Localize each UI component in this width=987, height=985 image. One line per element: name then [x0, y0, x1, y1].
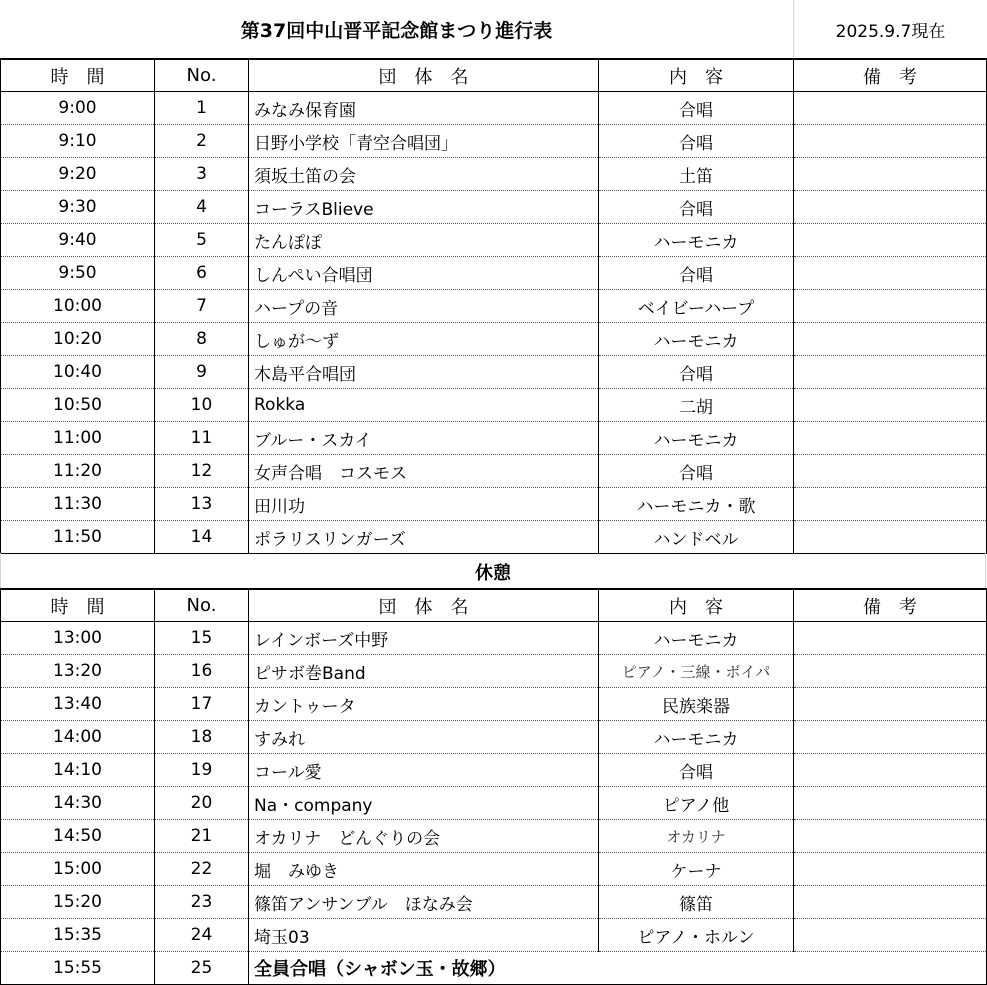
remarks-cell	[794, 886, 987, 919]
number-cell: 22	[155, 853, 249, 886]
group-name-cell: みなみ保育園	[249, 92, 599, 125]
number-cell: 21	[155, 820, 249, 853]
content-cell: 篠笛	[599, 886, 794, 919]
remarks-cell	[794, 853, 987, 886]
number-cell: 25	[155, 952, 249, 985]
remarks-cell	[794, 191, 987, 224]
time-cell: 10:50	[1, 389, 155, 422]
remarks-cell	[794, 919, 987, 952]
finale-group-cell: 全員合唱（シャボン玉・故郷）	[249, 952, 987, 985]
content-cell: ハーモニカ	[599, 422, 794, 455]
remarks-cell	[794, 488, 987, 521]
group-name-cell: コーラスBlieve	[249, 191, 599, 224]
group-name-cell: 日野小学校「青空合唱団」	[249, 125, 599, 158]
table-row	[1, 389, 987, 422]
table-row	[1, 721, 987, 754]
remarks-cell	[794, 655, 987, 688]
time-cell: 11:30	[1, 488, 155, 521]
time-cell: 9:00	[1, 92, 155, 125]
table-row	[1, 455, 987, 488]
table-row	[1, 521, 987, 554]
remarks-cell	[794, 92, 987, 125]
number-cell: 6	[155, 257, 249, 290]
number-cell: 17	[155, 688, 249, 721]
table-row	[1, 688, 987, 721]
header-no: No.	[155, 59, 249, 92]
header-content: 内 容	[599, 59, 794, 92]
page-title: 第37回中山晋平記念館まつり進行表	[240, 19, 553, 42]
remarks-cell	[794, 455, 987, 488]
number-cell: 1	[155, 92, 249, 125]
content-cell: ハーモニカ	[599, 224, 794, 257]
group-name-cell: ピサボ巻Band	[249, 655, 599, 688]
content-cell: 合唱	[599, 257, 794, 290]
content-cell: ベイビーハープ	[599, 290, 794, 323]
number-cell: 14	[155, 521, 249, 554]
remarks-cell	[794, 356, 987, 389]
remarks-cell	[794, 125, 987, 158]
remarks-cell	[794, 389, 987, 422]
remarks-cell	[794, 688, 987, 721]
number-cell: 20	[155, 787, 249, 820]
number-cell: 3	[155, 158, 249, 191]
table-header-row	[1, 59, 987, 92]
afternoon-schedule-table	[0, 588, 987, 985]
remarks-cell	[794, 257, 987, 290]
table-row	[1, 356, 987, 389]
break-label: 休憩	[0, 553, 986, 590]
title-row	[0, 0, 987, 58]
content-cell: ハーモニカ	[599, 721, 794, 754]
table-row	[1, 787, 987, 820]
number-cell: 2	[155, 125, 249, 158]
table-row	[1, 290, 987, 323]
content-cell: 合唱	[599, 92, 794, 125]
time-cell: 15:55	[1, 952, 155, 985]
header-no: No.	[155, 589, 249, 622]
number-cell: 15	[155, 622, 249, 655]
remarks-cell	[794, 323, 987, 356]
content-cell: ケーナ	[599, 853, 794, 886]
content-cell: ハンドベル	[599, 521, 794, 554]
time-cell: 14:00	[1, 721, 155, 754]
header-remarks: 備 考	[794, 589, 987, 622]
group-name-cell: オカリナ どんぐりの会	[249, 820, 599, 853]
group-name-cell: 女声合唱 コスモス	[249, 455, 599, 488]
time-cell: 11:20	[1, 455, 155, 488]
group-name-cell: コール愛	[249, 754, 599, 787]
group-name-cell: しゅが～ず	[249, 323, 599, 356]
table-row	[1, 422, 987, 455]
time-cell: 11:50	[1, 521, 155, 554]
header-time: 時 間	[1, 589, 155, 622]
table-row	[1, 125, 987, 158]
time-cell: 15:20	[1, 886, 155, 919]
remarks-cell	[794, 158, 987, 191]
table-row	[1, 488, 987, 521]
group-name-cell: Rokka	[249, 389, 599, 422]
number-cell: 7	[155, 290, 249, 323]
time-cell: 13:20	[1, 655, 155, 688]
number-cell: 8	[155, 323, 249, 356]
number-cell: 12	[155, 455, 249, 488]
group-name-cell: ポラリスリンガーズ	[249, 521, 599, 554]
table-row	[1, 853, 987, 886]
group-name-cell: すみれ	[249, 721, 599, 754]
remarks-cell	[794, 721, 987, 754]
header-group: 団 体 名	[249, 59, 599, 92]
number-cell: 23	[155, 886, 249, 919]
remarks-cell	[794, 622, 987, 655]
group-name-cell: 須坂土笛の会	[249, 158, 599, 191]
table-row	[1, 655, 987, 688]
time-cell: 9:40	[1, 224, 155, 257]
time-cell: 9:50	[1, 257, 155, 290]
group-name-cell: カントゥータ	[249, 688, 599, 721]
number-cell: 24	[155, 919, 249, 952]
content-cell: ピアノ他	[599, 787, 794, 820]
time-cell: 9:30	[1, 191, 155, 224]
time-cell: 14:30	[1, 787, 155, 820]
remarks-cell	[794, 290, 987, 323]
number-cell: 11	[155, 422, 249, 455]
content-cell: 民族楽器	[599, 688, 794, 721]
content-cell: 二胡	[599, 389, 794, 422]
time-cell: 10:40	[1, 356, 155, 389]
content-cell: 合唱	[599, 356, 794, 389]
group-name-cell: 篠笛アンサンブル ほなみ会	[249, 886, 599, 919]
time-cell: 13:40	[1, 688, 155, 721]
content-cell: ピアノ・ホルン	[599, 919, 794, 952]
table-row	[1, 622, 987, 655]
content-cell: ハーモニカ	[599, 323, 794, 356]
table-row	[1, 323, 987, 356]
table-row	[1, 224, 987, 257]
table-row	[1, 919, 987, 952]
number-cell: 19	[155, 754, 249, 787]
time-cell: 15:00	[1, 853, 155, 886]
number-cell: 13	[155, 488, 249, 521]
table-row	[1, 754, 987, 787]
number-cell: 9	[155, 356, 249, 389]
time-cell: 14:10	[1, 754, 155, 787]
group-name-cell: 田川功	[249, 488, 599, 521]
group-name-cell: ブルー・スカイ	[249, 422, 599, 455]
table-row	[1, 257, 987, 290]
content-cell: ピアノ・三線・ボイパ	[599, 655, 794, 688]
time-cell: 11:00	[1, 422, 155, 455]
time-cell: 14:50	[1, 820, 155, 853]
number-cell: 16	[155, 655, 249, 688]
number-cell: 4	[155, 191, 249, 224]
remarks-cell	[794, 820, 987, 853]
remarks-cell	[794, 422, 987, 455]
content-cell: ハーモニカ	[599, 622, 794, 655]
table-row	[1, 886, 987, 919]
table-row	[1, 820, 987, 853]
group-name-cell: 堀 みゆき	[249, 853, 599, 886]
group-name-cell: 木島平合唱団	[249, 356, 599, 389]
content-cell: 合唱	[599, 754, 794, 787]
content-cell: 合唱	[599, 455, 794, 488]
group-name-cell: たんぽぽ	[249, 224, 599, 257]
content-cell: 合唱	[599, 125, 794, 158]
remarks-cell	[794, 224, 987, 257]
header-content: 内 容	[599, 589, 794, 622]
time-cell: 13:00	[1, 622, 155, 655]
header-group: 団 体 名	[249, 589, 599, 622]
number-cell: 18	[155, 721, 249, 754]
time-cell: 10:20	[1, 323, 155, 356]
number-cell: 5	[155, 224, 249, 257]
content-cell: 土笛	[599, 158, 794, 191]
as-of-date: 2025.9.7現在	[793, 0, 987, 58]
finale-row	[1, 952, 987, 985]
group-name-cell: Na・company	[249, 787, 599, 820]
time-cell: 10:00	[1, 290, 155, 323]
time-cell: 15:35	[1, 919, 155, 952]
time-cell: 9:20	[1, 158, 155, 191]
remarks-cell	[794, 754, 987, 787]
number-cell: 10	[155, 389, 249, 422]
header-time: 時 間	[1, 59, 155, 92]
content-cell: オカリナ	[599, 820, 794, 853]
time-cell: 9:10	[1, 125, 155, 158]
table-row	[1, 191, 987, 224]
remarks-cell	[794, 787, 987, 820]
remarks-cell	[794, 521, 987, 554]
group-name-cell: ハープの音	[249, 290, 599, 323]
content-cell: 合唱	[599, 191, 794, 224]
content-cell: ハーモニカ・歌	[599, 488, 794, 521]
group-name-cell: レインボーズ中野	[249, 622, 599, 655]
group-name-cell: 埼玉03	[249, 919, 599, 952]
morning-schedule-table	[0, 58, 987, 554]
table-row	[1, 158, 987, 191]
table-row	[1, 92, 987, 125]
header-remarks: 備 考	[794, 59, 987, 92]
table-header-row	[1, 589, 987, 622]
group-name-cell: しんぺい合唱団	[249, 257, 599, 290]
